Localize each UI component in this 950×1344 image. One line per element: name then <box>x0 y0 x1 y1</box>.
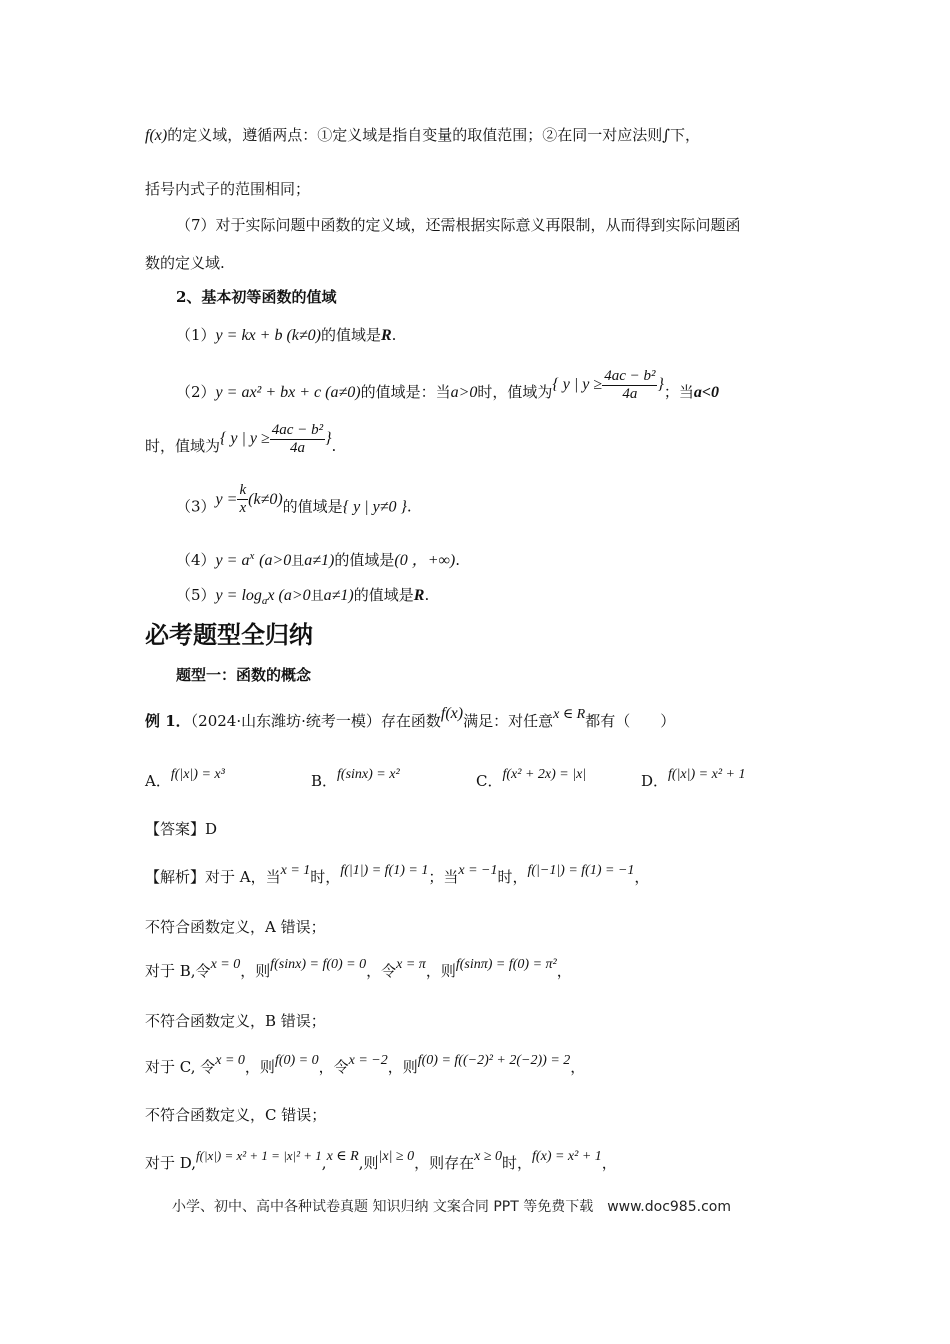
example-fx: f(x) <box>440 705 464 722</box>
answer-label: 【答案】 <box>145 820 206 838</box>
math: x = 0 <box>210 957 241 972</box>
math: f(|1|) = f(1) = 1 <box>340 863 429 878</box>
frac-denominator: x <box>239 500 247 516</box>
text: ，令 <box>318 1058 349 1076</box>
item2-fraction-2 <box>270 422 325 457</box>
text: ，则 <box>240 962 271 980</box>
text: , <box>321 1154 327 1172</box>
item4-sup: x <box>249 550 255 562</box>
item-number: （3） <box>176 497 216 516</box>
example-label: 例 1． <box>145 712 191 730</box>
option-letter: B． <box>311 772 338 790</box>
option-c <box>476 767 587 794</box>
fx-math: f(x) <box>145 127 168 144</box>
text: ，令 <box>366 962 397 980</box>
example-tail: 都有（ ） <box>585 712 676 730</box>
example-cond: 满足：对任意 <box>463 712 554 730</box>
item7-line-a: （7）对于实际问题中函数的定义域，还需根据实际意义再限制，从而得到实际问题函 <box>176 216 741 234</box>
range-item-4: $(4)y = a^x$ (a>0且a≠1)的值域是(0 ，+∞). <box>176 550 461 569</box>
item5-R: R <box>413 587 425 604</box>
item2-cond2: a<0 <box>693 384 720 402</box>
math: x = −1 <box>458 863 498 878</box>
math: x ∈ R <box>326 1149 359 1164</box>
text: ， <box>556 962 572 980</box>
item-number: （5） <box>176 586 216 604</box>
frac-numerator: 4ac − b² <box>271 422 324 438</box>
analysis-a-err: 不符合函数定义，A 错误； <box>145 918 326 936</box>
frac-numerator: 4ac − b² <box>604 368 656 384</box>
text: ；当 <box>428 868 459 886</box>
item7-line-b: 数的定义域. <box>145 254 225 272</box>
example-xinR: x ∈ R <box>553 707 586 722</box>
math: x ≥ 0 <box>474 1149 503 1164</box>
math: f(0) = f((−2)² + 2(−2)) = 2 <box>417 1053 571 1068</box>
item4-and: 且 <box>291 554 305 569</box>
math: |x| ≥ 0 <box>378 1149 415 1164</box>
option-expr: f(x² + 2x) = |x| <box>502 767 587 782</box>
range-item-2-cont: 时，值域为{ y | y ≥ $\frac{\text{4ac − b²}}{4a}$ }. <box>145 422 337 456</box>
text: ，则存在 <box>414 1154 475 1172</box>
item2-text4: 时，值域为 <box>145 437 221 456</box>
option-expr: f(sinx) = x² <box>337 767 400 782</box>
text: ， <box>601 1154 617 1172</box>
main-heading: 必考题型全归纳 <box>145 621 313 649</box>
option-expr: f(|x|) = x² + 1 <box>668 767 746 782</box>
text: ，则 <box>425 962 456 980</box>
example-1 <box>145 705 676 734</box>
option-letter: C． <box>476 772 503 790</box>
item3-lhs: y = <box>215 490 238 508</box>
text: 时， <box>310 868 341 886</box>
item2-text3: ；当 <box>663 383 694 402</box>
text: ，则 <box>244 1058 275 1076</box>
item3-fraction <box>237 482 248 517</box>
item5-math-a: y = log <box>215 587 262 604</box>
set-left: { y | y ≥ <box>220 430 270 448</box>
item1-math: y = kx + b (k≠0) <box>215 327 321 344</box>
item4-math-a: y = a <box>215 552 250 569</box>
type1-heading: 题型一：函数的概念 <box>176 666 312 684</box>
set-right: } <box>657 376 664 394</box>
item3-cond: (k≠0) <box>248 490 283 508</box>
text: 对于 C, 令 <box>145 1058 216 1076</box>
option-d <box>641 767 746 794</box>
option-letter: A． <box>145 772 171 790</box>
analysis-a <box>145 863 650 890</box>
math: f(sinx) = f(0) = 0 <box>270 957 367 972</box>
analysis-b <box>145 957 572 984</box>
frac-numerator: k <box>239 482 247 498</box>
item-number: （1） <box>176 326 216 344</box>
math: x = 1 <box>280 863 311 878</box>
item3-text: 的值域是 <box>282 497 343 516</box>
set-left: { y | y ≥ <box>552 376 603 394</box>
text: ,则 <box>358 1154 379 1172</box>
math: x = π <box>396 957 426 972</box>
math: f(x) = x² + 1 <box>532 1149 602 1164</box>
option-expr: f(|x|) = x³ <box>170 767 225 782</box>
math: f(sinπ) = f(0) = π² <box>455 957 557 972</box>
option-letter: D． <box>641 772 669 790</box>
text: 时， <box>502 1154 533 1172</box>
item4-math-c: a≠1) <box>304 552 335 569</box>
item2-set <box>552 368 664 402</box>
intro-line-1 <box>145 124 700 147</box>
item4-range: (0 ，+∞) <box>394 552 456 569</box>
item2-fraction <box>602 368 657 403</box>
intro-line-2: 括号内式子的范围相同； <box>145 180 311 198</box>
item2-text1: 的值域是：当 <box>360 383 451 402</box>
text: ， <box>570 1058 586 1076</box>
item5-and: 且 <box>310 589 324 604</box>
range-item-2 <box>176 368 720 411</box>
text: 时， <box>497 868 528 886</box>
range-item-3: （3）y = $\frac{k}{x}$ (k≠0)的值域是{ y | y≠0 }. <box>176 482 412 516</box>
option-b <box>311 767 400 794</box>
math: f(0) = 0 <box>274 1053 319 1068</box>
item2-cond1: a>0 <box>450 384 478 402</box>
analysis-c-err: 不符合函数定义，C 错误； <box>145 1106 327 1124</box>
text: 对于 D, <box>145 1154 197 1172</box>
range-item-5: $(5)y = \log_ax$ (a>0且a≠1)的值域是R. <box>176 586 430 607</box>
text: 对于 B,令 <box>145 962 211 980</box>
item5-math-c: a≠1) <box>323 587 354 604</box>
math: x = 0 <box>215 1053 245 1068</box>
range-item-1: （1）y = kx + b (k≠0)的值域是R. <box>176 326 397 344</box>
answer-value: D <box>205 820 218 838</box>
frac-denominator: 4a <box>289 440 305 456</box>
text: 对于 A，当 <box>205 868 281 886</box>
analysis-label: 【解析】 <box>145 868 206 886</box>
item-number: （2） <box>176 383 216 402</box>
math: x = −2 <box>348 1053 388 1068</box>
frac-denominator: 4a <box>622 386 638 402</box>
analysis-d <box>145 1148 617 1176</box>
math: f(|−1|) = f(1) = −1 <box>527 863 635 878</box>
answer-line <box>145 818 217 840</box>
example-source: （2024·山东潍坊·统考一模）存在函数 <box>190 712 441 730</box>
set-right: } <box>325 430 332 448</box>
math: f(|x|) = x² + 1 = |x|² + 1 <box>196 1148 322 1163</box>
text: ， <box>634 868 650 886</box>
item4-math-b: (a>0 <box>259 552 292 569</box>
item5-text: 的值域是 <box>353 586 414 604</box>
intro-text-1: 的定义域，遵循两点：①定义域是指自变量的取值范围；②在同一对应法则∫下， <box>167 126 701 144</box>
item1-text: 的值域是 <box>320 326 381 344</box>
item4-text: 的值域是 <box>334 551 395 569</box>
analysis-b-err: 不符合函数定义，B 错误； <box>145 1012 326 1030</box>
analysis-c <box>145 1053 586 1080</box>
item2-text2: 时，值域为 <box>477 383 553 402</box>
option-a <box>145 767 225 794</box>
item1-R: R <box>381 327 392 344</box>
page-footer: 小学、初中、高中各种试卷真题 知识归纳 文案合同 PPT 等免费下载 www.doc985.com <box>172 1199 731 1215</box>
item-number: （4） <box>176 551 216 569</box>
item3-set: { y | y≠0 } <box>342 498 407 516</box>
item5-math-b: x (a>0 <box>267 587 311 604</box>
item5-sub: a <box>261 595 268 607</box>
text: ，则 <box>387 1058 418 1076</box>
section2-heading: 2、基本初等函数的值域 <box>176 288 337 306</box>
item2-math: y = ax² + bx + c (a≠0) <box>215 384 361 402</box>
